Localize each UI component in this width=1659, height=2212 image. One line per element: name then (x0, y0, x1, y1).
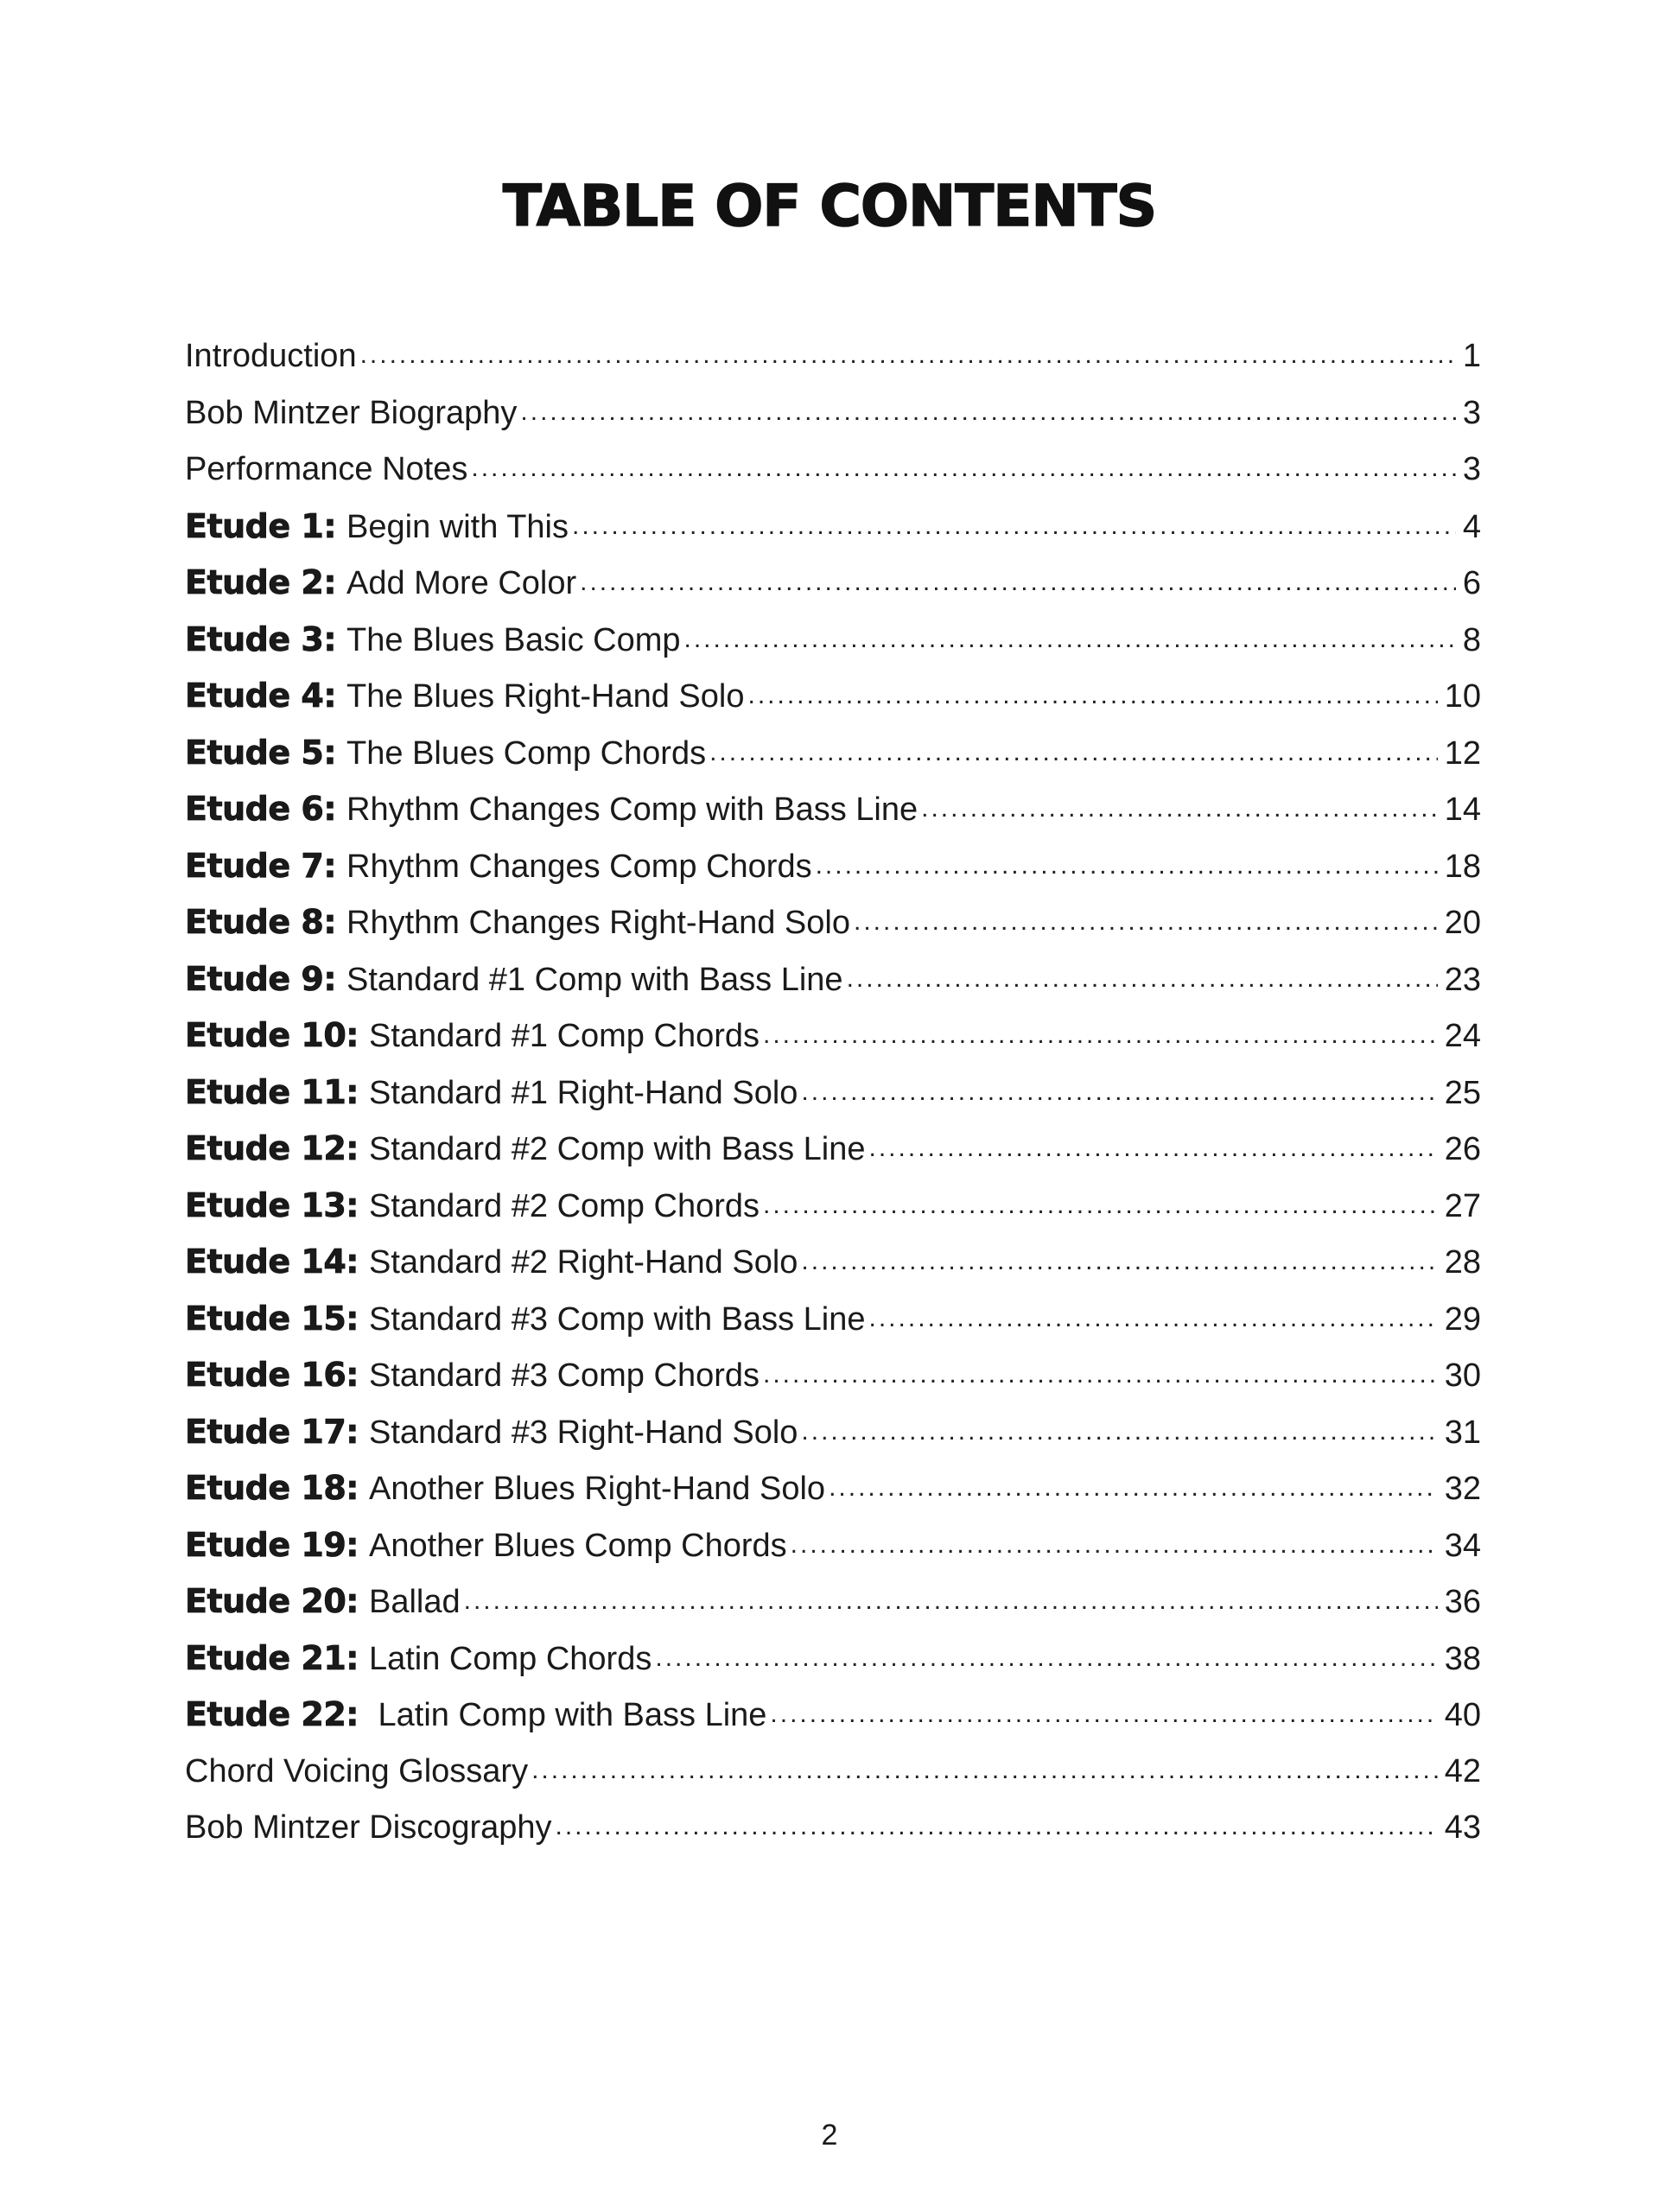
toc-entry-label: Standard #1 Right-Hand Solo (368, 1074, 798, 1111)
toc-entry (185, 555, 1481, 612)
dot-leader (816, 857, 1438, 874)
toc-entry (185, 1234, 1481, 1291)
toc-entry (185, 668, 1481, 725)
toc-entry-label: Bob Mintzer Discography (185, 1809, 552, 1846)
toc-entry-title (185, 1347, 760, 1405)
dot-leader (471, 460, 1455, 477)
dot-leader (572, 518, 1456, 535)
toc-entry-title (185, 385, 517, 442)
toc-entry-title (185, 725, 706, 783)
toc-entry (185, 499, 1481, 556)
toc-entry-page: 3 (1462, 394, 1481, 431)
etude-number: Etude 15: (185, 1299, 359, 1338)
dot-leader (791, 1536, 1438, 1554)
toc-entry-page: 26 (1444, 1131, 1481, 1167)
toc-entry (185, 1347, 1481, 1404)
toc-entry-label: Another Blues Right-Hand Solo (368, 1471, 826, 1507)
toc-entry-label: Rhythm Changes Right-Hand Solo (346, 905, 850, 941)
dot-leader (360, 346, 1456, 364)
toc-entry-title (185, 951, 843, 1009)
page-title: TABLE OF CONTENTS (502, 173, 1157, 239)
etude-number: Etude 1: (185, 506, 337, 545)
dot-leader (801, 1084, 1437, 1101)
table-of-contents (185, 328, 1481, 1857)
toc-entry-page: 36 (1444, 1584, 1481, 1620)
dot-leader (801, 1253, 1437, 1270)
dot-leader (847, 970, 1438, 988)
toc-entry-title (185, 442, 467, 499)
toc-entry-page: 27 (1444, 1187, 1481, 1224)
toc-entry-title (185, 1517, 787, 1575)
toc-entry-page: 24 (1444, 1018, 1481, 1054)
toc-entry-page: 30 (1444, 1357, 1481, 1394)
etude-number: Etude 20: (185, 1582, 359, 1620)
toc-entry (185, 612, 1481, 669)
etude-number: Etude 10: (185, 1016, 359, 1054)
toc-entry (185, 1291, 1481, 1348)
toc-entry-title (185, 894, 850, 952)
etude-number: Etude 19: (185, 1525, 359, 1564)
toc-entry-page: 28 (1444, 1244, 1481, 1281)
toc-entry-page: 23 (1444, 961, 1481, 998)
toc-entry-label: Standard #1 Comp with Bass Line (346, 961, 843, 998)
dot-leader (709, 744, 1438, 761)
toc-entry-page: 38 (1444, 1640, 1481, 1677)
dot-leader (520, 404, 1455, 421)
toc-entry-page: 34 (1444, 1527, 1481, 1564)
toc-entry (185, 1460, 1481, 1517)
etude-number: Etude 11: (185, 1072, 359, 1111)
toc-entry (185, 1630, 1481, 1688)
toc-entry-title (185, 1291, 866, 1349)
etude-number: Etude 7: (185, 846, 337, 885)
toc-entry (185, 328, 1481, 385)
etude-number: Etude 17: (185, 1412, 359, 1451)
toc-entry (185, 725, 1481, 782)
toc-entry (185, 442, 1481, 499)
dot-leader (854, 913, 1438, 931)
etude-number: Etude 6: (185, 790, 337, 828)
toc-entry (185, 1065, 1481, 1122)
toc-entry-title (185, 1460, 825, 1518)
toc-entry (185, 1687, 1481, 1744)
toc-entry (185, 1007, 1481, 1065)
toc-entry-title (185, 499, 569, 556)
etude-number: Etude 5: (185, 733, 337, 772)
toc-entry-label: Bob Mintzer Biography (185, 394, 518, 431)
toc-entry-label: Standard #3 Right-Hand Solo (368, 1414, 798, 1451)
toc-entry-label: Performance Notes (185, 451, 468, 487)
toc-entry-label: Standard #2 Comp with Bass Line (368, 1131, 866, 1167)
dot-leader (531, 1762, 1438, 1779)
etude-number: Etude 8: (185, 903, 337, 941)
toc-entry-page: 43 (1444, 1809, 1481, 1846)
dot-leader (801, 1423, 1437, 1440)
dot-leader (921, 800, 1438, 817)
toc-entry-page: 8 (1462, 621, 1481, 658)
toc-entry-title (185, 838, 812, 896)
toc-entry-page: 18 (1444, 848, 1481, 885)
toc-entry (185, 1573, 1481, 1630)
toc-entry-page: 31 (1444, 1414, 1481, 1451)
etude-number: Etude 9: (185, 959, 337, 998)
toc-entry (185, 838, 1481, 895)
toc-entry-title (185, 612, 681, 670)
etude-number: Etude 12: (185, 1129, 359, 1167)
toc-entry-page: 10 (1444, 678, 1481, 715)
toc-entry-page: 4 (1462, 508, 1481, 545)
etude-number: Etude 14: (185, 1243, 359, 1281)
toc-entry-label: Begin with This (346, 508, 569, 545)
toc-entry-label: Rhythm Changes Comp Chords (346, 848, 812, 885)
dot-leader (829, 1479, 1438, 1497)
toc-entry (185, 894, 1481, 951)
toc-entry-title (185, 1121, 866, 1179)
page-number: 2 (821, 2119, 838, 2152)
dot-leader (464, 1592, 1438, 1610)
etude-number: Etude 16: (185, 1356, 359, 1394)
dot-leader (763, 1366, 1438, 1383)
toc-entry-page: 3 (1462, 451, 1481, 487)
toc-entry-page: 12 (1444, 734, 1481, 772)
etude-number: Etude 3: (185, 620, 337, 658)
etude-number: Etude 21: (185, 1638, 359, 1677)
toc-entry (185, 385, 1481, 442)
toc-entry (185, 781, 1481, 838)
toc-entry (185, 1178, 1481, 1235)
dot-leader (556, 1818, 1438, 1835)
toc-entry-label: Latin Comp with Bass Line (368, 1697, 767, 1733)
toc-entry (185, 1744, 1481, 1801)
toc-entry-title (185, 668, 745, 726)
toc-entry-title (185, 1007, 760, 1065)
toc-entry-title (185, 555, 576, 613)
toc-entry-label: Standard #1 Comp Chords (368, 1018, 760, 1054)
toc-entry-page: 40 (1444, 1697, 1481, 1733)
toc-entry-label: Latin Comp Chords (368, 1640, 652, 1677)
dot-leader (869, 1310, 1438, 1327)
dot-leader (655, 1649, 1437, 1667)
toc-entry (185, 951, 1481, 1008)
toc-entry-title (185, 1234, 798, 1292)
etude-number: Etude 2: (185, 563, 337, 601)
toc-entry-label: Standard #2 Comp Chords (368, 1187, 760, 1224)
dot-leader (580, 574, 1456, 591)
toc-entry-label: Standard #3 Comp Chords (368, 1357, 760, 1394)
toc-entry (185, 1121, 1481, 1178)
toc-entry-title (185, 1178, 760, 1236)
toc-entry-label: Add More Color (346, 565, 577, 601)
toc-entry-label: The Blues Basic Comp (346, 621, 681, 658)
dot-leader (748, 687, 1438, 704)
toc-entry-label: The Blues Right-Hand Solo (346, 678, 745, 715)
toc-entry-title (185, 1065, 798, 1122)
etude-number: Etude 4: (185, 677, 337, 715)
dot-leader (684, 631, 1456, 648)
etude-number: Etude 18: (185, 1469, 359, 1507)
toc-entry-title (185, 1630, 652, 1688)
toc-entry-title (185, 1687, 766, 1745)
toc-entry-page: 25 (1444, 1074, 1481, 1111)
dot-leader (770, 1706, 1437, 1723)
etude-number: Etude 22: (185, 1695, 359, 1733)
toc-entry-title (185, 1744, 528, 1801)
toc-entry-label: Another Blues Comp Chords (368, 1527, 787, 1564)
toc-entry-page: 20 (1444, 905, 1481, 941)
toc-entry-title (185, 1404, 798, 1462)
toc-entry-page: 6 (1462, 565, 1481, 601)
dot-leader (869, 1140, 1438, 1157)
toc-entry-page: 32 (1444, 1471, 1481, 1507)
toc-entry-label: Ballad (368, 1584, 461, 1620)
toc-entry (185, 1517, 1481, 1574)
toc-entry-title (185, 1573, 461, 1631)
toc-entry-page: 42 (1444, 1752, 1481, 1789)
toc-entry-title (185, 328, 357, 385)
toc-entry-page: 14 (1444, 791, 1481, 828)
toc-entry-title (185, 1800, 552, 1857)
etude-number: Etude 13: (185, 1185, 359, 1224)
toc-entry-title (185, 781, 918, 839)
toc-entry-label: Introduction (185, 338, 357, 374)
toc-entry (185, 1800, 1481, 1857)
toc-entry-label: Standard #2 Right-Hand Solo (368, 1244, 798, 1281)
dot-leader (763, 1027, 1438, 1044)
dot-leader (763, 1197, 1438, 1214)
toc-entry-label: The Blues Comp Chords (346, 734, 707, 772)
toc-entry-page: 29 (1444, 1300, 1481, 1338)
toc-entry-page: 1 (1462, 338, 1481, 374)
toc-entry-label: Rhythm Changes Comp with Bass Line (346, 791, 918, 828)
toc-entry (185, 1404, 1481, 1461)
toc-entry-label: Chord Voicing Glossary (185, 1752, 529, 1789)
toc-entry-label: Standard #3 Comp with Bass Line (368, 1300, 866, 1338)
